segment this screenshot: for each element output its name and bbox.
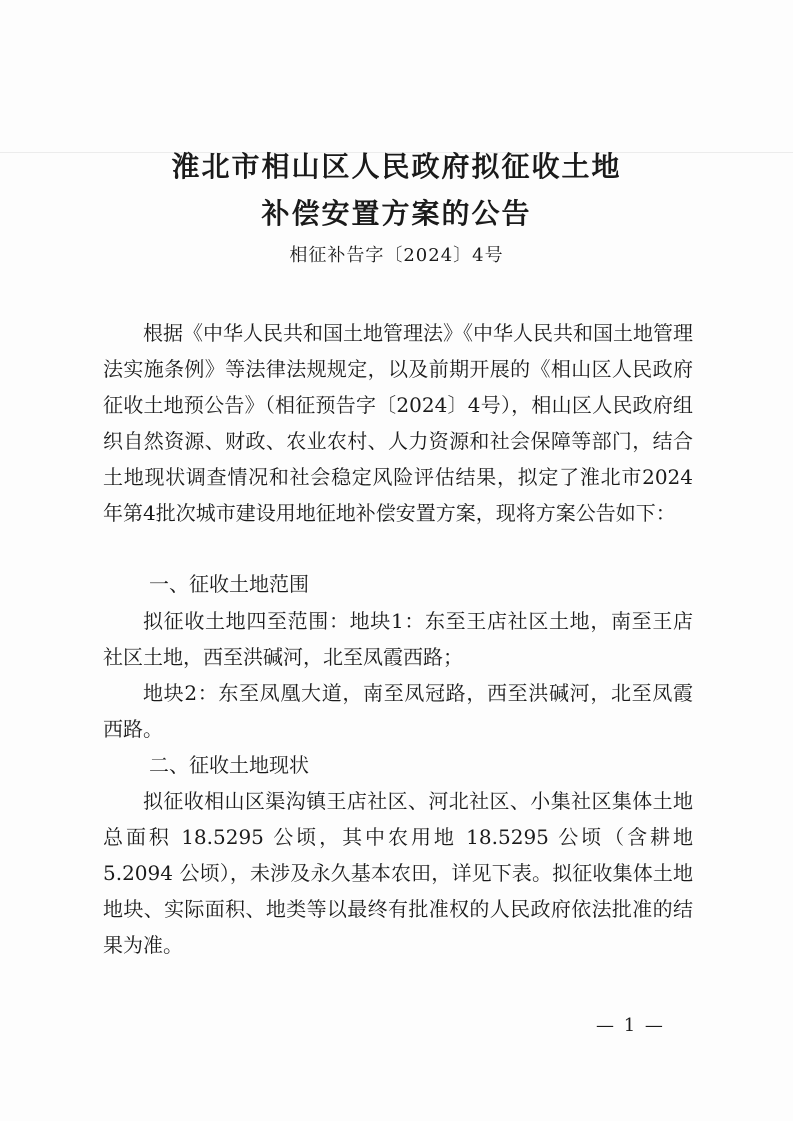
section-heading-scope: 一、征收土地范围 xyxy=(149,572,309,596)
document-title-line-2: 补偿安置方案的公告 xyxy=(261,197,532,230)
section-heading-status: 二、征收土地现状 xyxy=(149,753,309,777)
scope-plot-1-paragraph: 拟征收土地四至范围：地块1：东至王店社区土地，南至王店社区土地，西至洪碱河，北至凤霞西路； xyxy=(103,609,693,669)
scope-plot-2-paragraph: 地块2：东至凤凰大道，南至凤冠路，西至洪碱河，北至凤霞西路。 xyxy=(103,681,693,741)
intro-paragraph: 根据《中华人民共和国土地管理法》《中华人民共和国土地管理法实施条例》等法律法规规定，以及前期开展的《相山区人民政府征收土地预公告》（相征预告字〔2024〕4号），相山区人民政府组织自然资源、财政、农业农村、人力资源和社会保障等部门，结合土地现状调查情况和社会稳定风险评估结果，拟定了淮北市2024年第4批次城市建设用地征地补偿安置方案，现将方案公告如下： xyxy=(103,321,693,525)
page-number: — 1 — xyxy=(596,1015,665,1036)
document-number: 相征补告字〔2024〕4号 xyxy=(289,245,504,266)
status-paragraph: 拟征收相山区渠沟镇王店社区、河北社区、小集社区集体土地总面积 18.5295 公顷，其中农用地 18.5295 公顷（含耕地 5.2094 公顷），未涉及永久基本农田，详见下表。拟征收集体土地地块、实际面积、地类等以最终有批准权的人民政府依法批准的结果为准。 xyxy=(103,789,693,957)
document-title-line-1: 淮北市相山区人民政府拟征收土地 xyxy=(171,150,622,183)
